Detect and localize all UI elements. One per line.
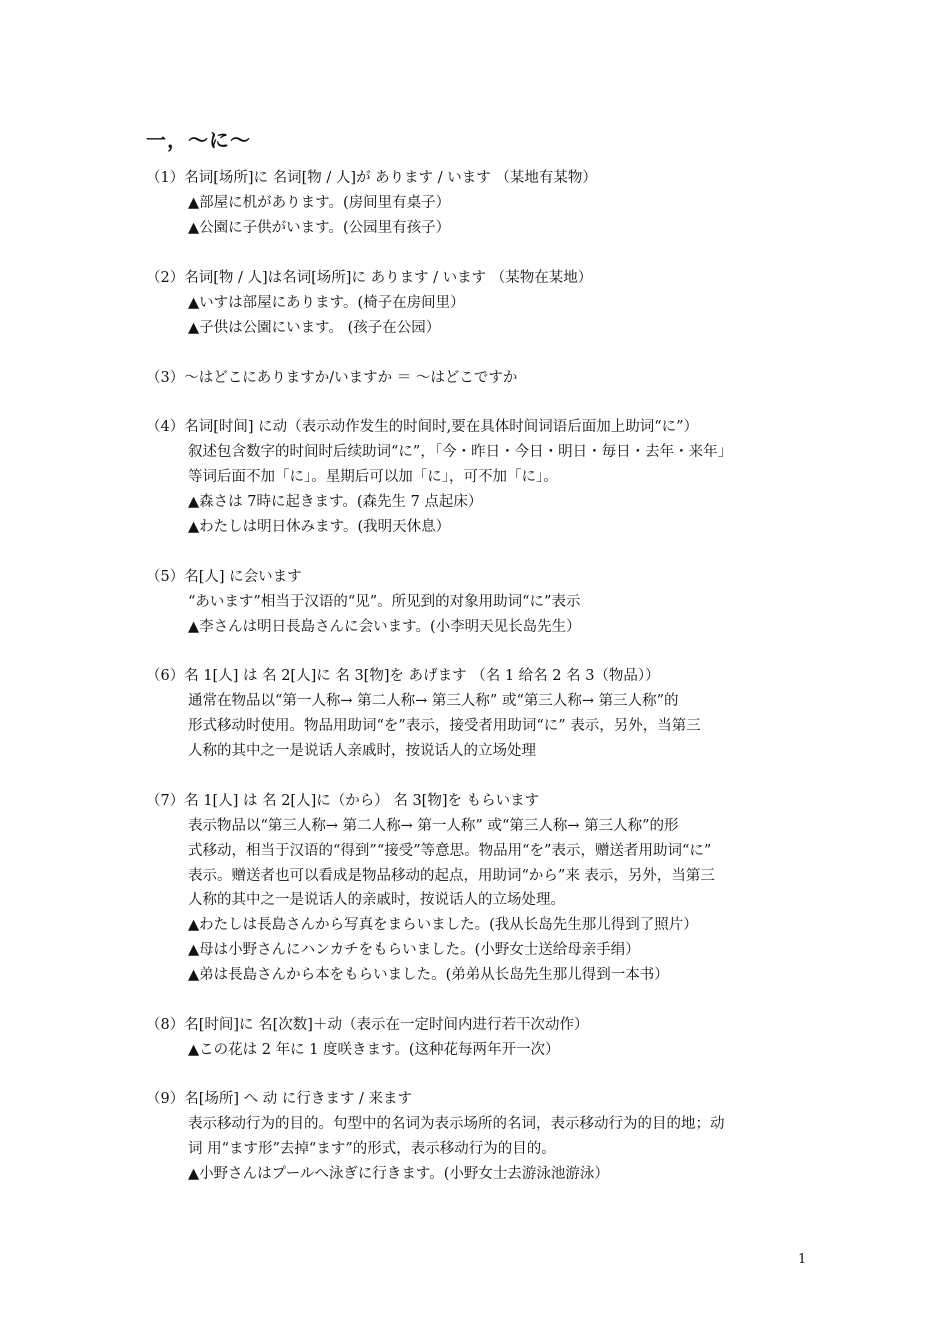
explanation-line: 词 用“ます形”去掉“ます”的形式，表示移动行为的目的。: [188, 1141, 556, 1157]
explanation-line: 叙述包含数字的时间时后续助词“に”，「今・昨日・今日・明日・毎日・去年・来年」: [188, 444, 733, 460]
section-heading: 一，～に～: [146, 128, 251, 152]
example-line: ▲部屋に机があります。(房间里有桌子）: [188, 195, 451, 211]
pattern-4-title: （4）名词[时间] に动（表示动作发生的时间时,要在具体时间词语后面加上助词“に”）: [146, 419, 699, 435]
example-line: ▲小野さんはプールへ泳ぎに行きます。(小野女士去游泳池游泳）: [188, 1166, 609, 1182]
pattern-3-title: （3）～はどこにありますか/いますか ＝ ～はどこですか: [146, 370, 518, 386]
pattern-5-title: （5）名[人] に会います: [146, 569, 302, 585]
pattern-9-title: （9）名[场所] へ 动 に行きます / 来ます: [146, 1091, 412, 1107]
example-line: ▲この花は 2 年に 1 度咲きます。(这种花每两年开一次）: [188, 1042, 560, 1058]
example-line: ▲弟は長島さんから本をもらいました。(弟弟从长岛先生那儿得到一本书）: [188, 967, 669, 983]
pattern-8-title: （8）名[时间]に 名[次数]＋动（表示在一定时间内进行若干次动作）: [146, 1017, 589, 1033]
page-number: 1: [798, 1252, 807, 1267]
explanation-line: 表示。赠送者也可以看成是物品移动的起点，用助词“から”来 表示，另外，当第三: [188, 868, 715, 884]
pattern-1-title: （1）名词[场所]に 名词[物 / 人]が あります / います （某地有某物）: [146, 170, 597, 186]
example-line: ▲森さは 7時に起きます。(森先生 7 点起床）: [188, 494, 483, 510]
explanation-line: 人称的其中之一是说话人的亲戚时，按说话人的立场处理。: [188, 892, 565, 908]
explanation-line: 形式移动时使用。物品用助词“を”表示，接受者用助词“に” 表示，另外，当第三: [188, 718, 701, 734]
pattern-6-title: （6）名 1[人] は 名 2[人]に 名 3[物]を あげます （名 1 给名 2 名 3（物品））: [146, 668, 660, 684]
explanation-line: 等词后面不加「に」。星期后可以加「に」，可不加「に」。: [188, 469, 558, 485]
pattern-7-title: （7）名 1[人] は 名 2[人]に（から） 名 3[物]を もらいます: [146, 793, 540, 809]
example-line: ▲公園に子供がいます。(公园里有孩子）: [188, 220, 451, 236]
example-line: ▲子供は公園にいます。 (孩子在公园）: [188, 320, 441, 336]
example-line: ▲李さんは明日長島さんに会います。(小李明天见长岛先生）: [188, 619, 581, 635]
example-line: ▲いすは部屋にあります。(椅子在房间里）: [188, 295, 465, 311]
explanation-line: 通常在物品以“第一人称→ 第二人称→ 第三人称” 或“第三人称→ 第三人称”的: [188, 693, 679, 709]
explanation-line: 表示物品以“第三人称→ 第二人称→ 第一人称” 或“第三人称→ 第三人称”的形: [188, 818, 679, 834]
explanation-line: 表示移动行为的目的。句型中的名词为表示场所的名词，表示移动行为的目的地；动: [188, 1116, 725, 1132]
explanation-line: 人称的其中之一是说话人亲戚时，按说话人的立场处理: [188, 743, 536, 759]
example-line: ▲わたしは明日休みます。(我明天休息）: [188, 519, 451, 535]
pattern-2-title: （2）名词[物 / 人]は名词[场所]に あります / います （某物在某地）: [146, 270, 593, 286]
explanation-line: 式移动，相当于汉语的“得到”“接受”等意思。物品用“を”表示，赠送者用助词“に”: [188, 843, 712, 859]
example-line: ▲わたしは長島さんから写真をまらいました。(我从长岛先生那儿得到了照片）: [188, 917, 698, 933]
explanation-line: “あいます”相当于汉语的“见”。所见到的对象用助词“に”表示: [188, 594, 581, 610]
example-line: ▲母は小野さんにハンカチをもらいました。(小野女士送给母亲手绢）: [188, 942, 640, 958]
